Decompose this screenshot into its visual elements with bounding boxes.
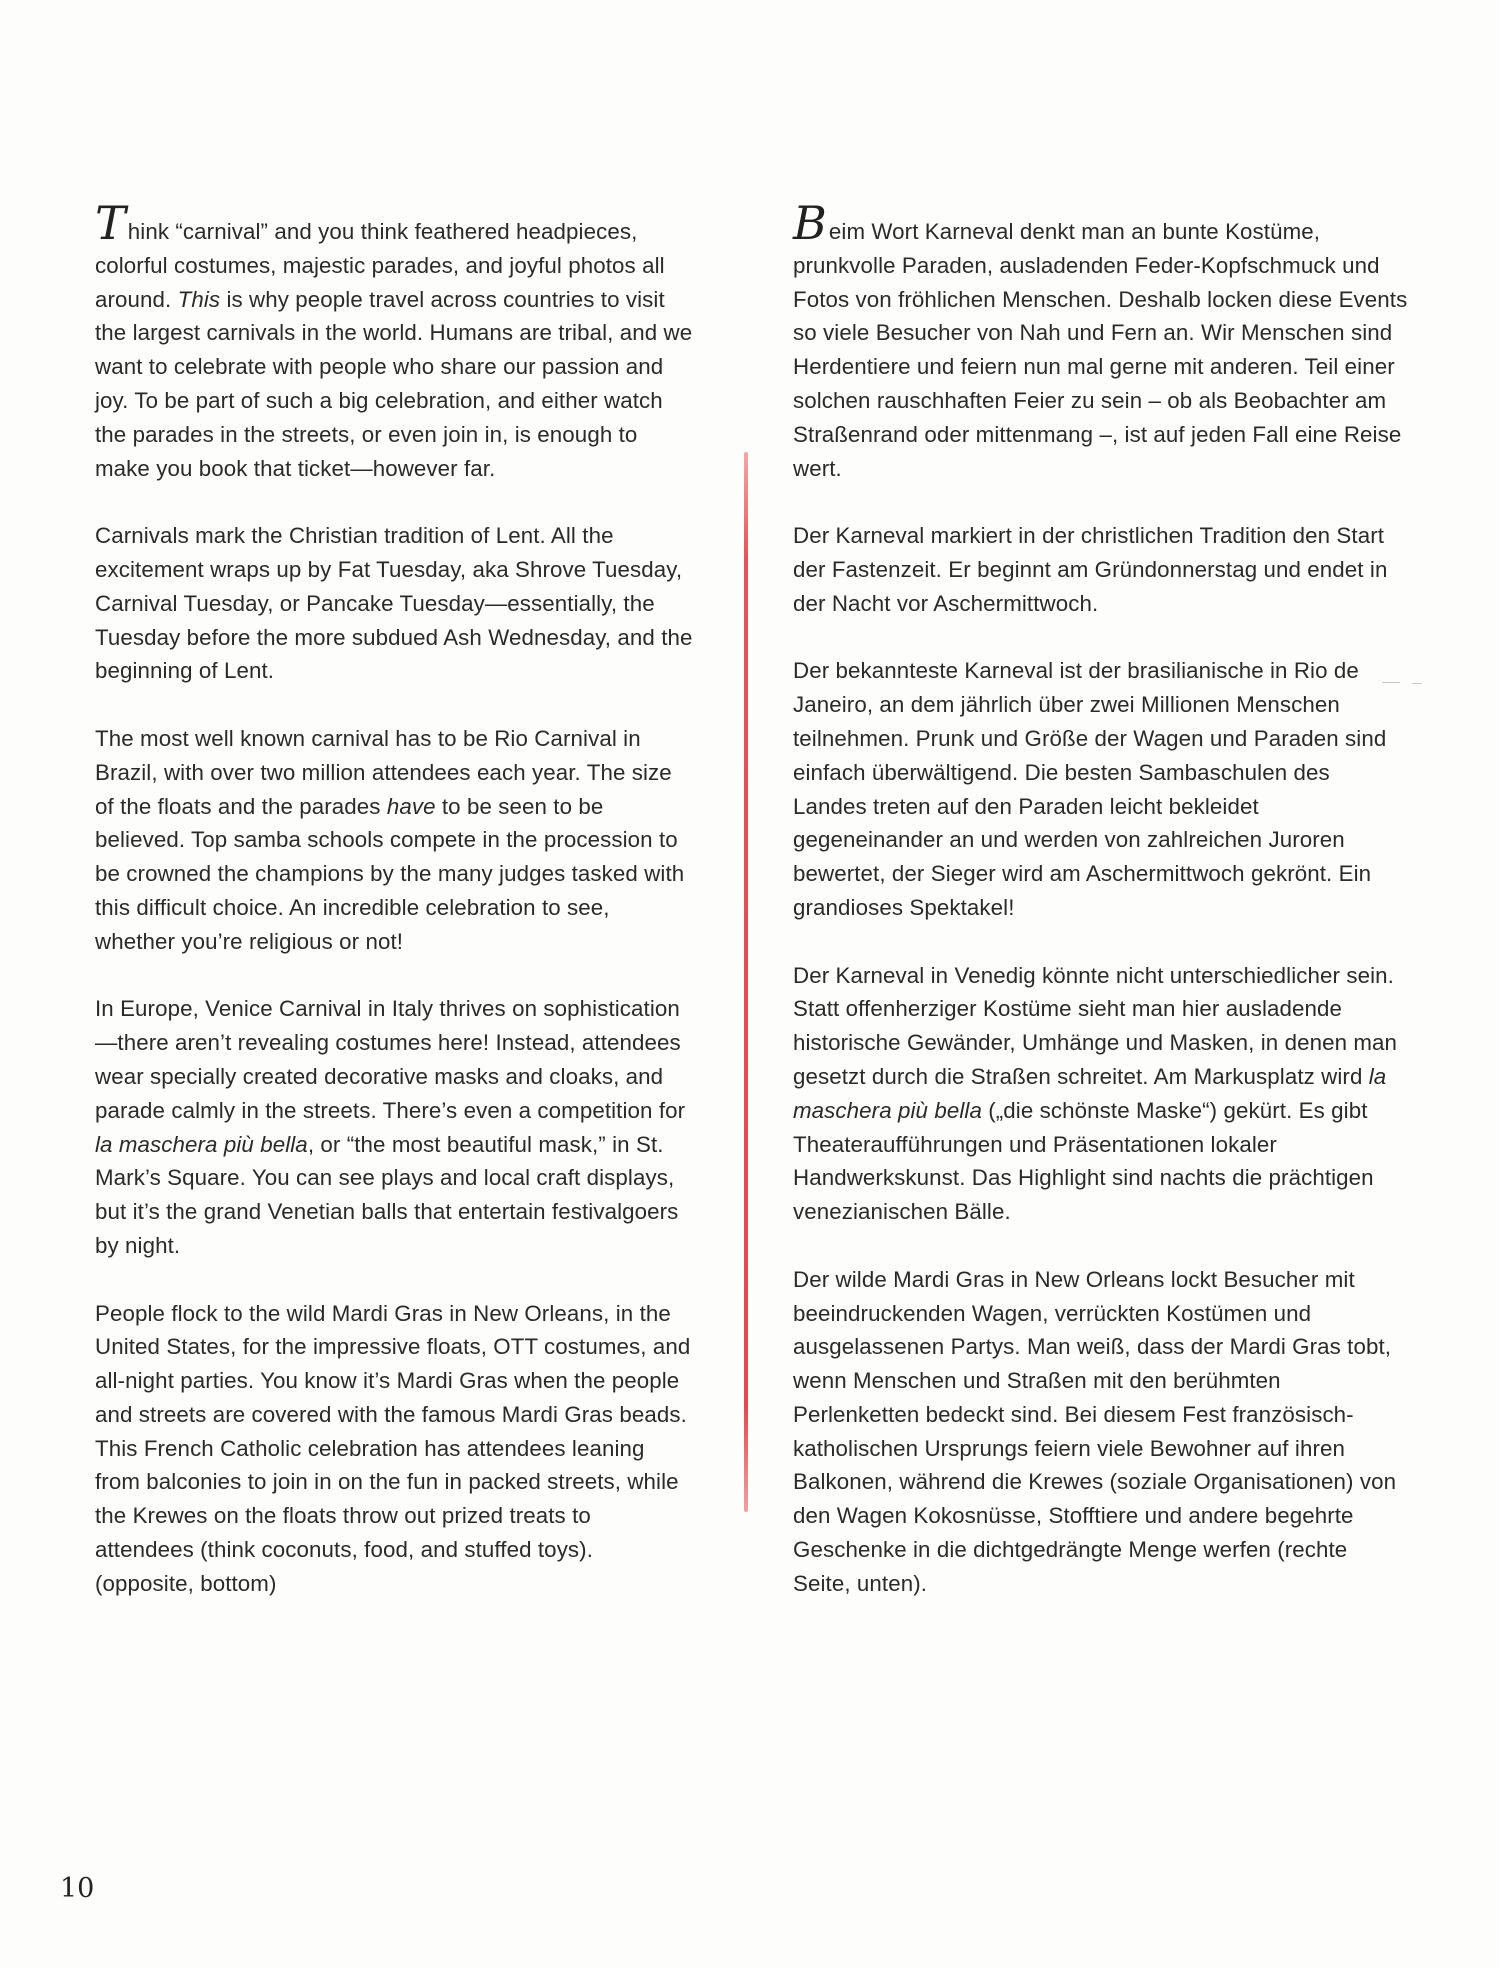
german-paragraph-1: Beim Wort Karneval denkt man an bunte Kostüme, prunkvolle Paraden, ausladenden Feder-Kopfschmuck und Fotos von fröhlichen Menschen. Deshalb locken diese Events so viele Besucher von Nah und Fern an. Wir Menschen sind Herdentiere und feiern nun mal gerne mit anderen. Teil einer solchen rauschhaften Feier zu sein – ob als Beobachter am Straßenrand oder mittenmang –, ist auf jeden Fall eine Reise wert. — [793, 196, 1408, 481]
german-paragraph-3: Der bekannteste Karneval ist der brasilianische in Rio de Janeiro, an dem jährlich über zwei Millionen Menschen teilnehmen. Prunk und Größe der Wagen und Paraden sind einfach überwältigend. Die besten Sambaschulen des Landes treten auf den Paraden leicht bekleidet gegeneinander an und werden von zahlreichen Juroren bewertet, der Sieger wird am Aschermittwoch gekrönt. Ein grandioses Spektakel! — [793, 658, 1387, 920]
german-paragraph-2: Der Karneval markiert in der christlichen Tradition den Start der Fastenzeit. Er beginnt am Gründonnerstag und endet in der Nacht vor Aschermittwoch. — [793, 523, 1388, 616]
english-dropcap: T — [95, 196, 126, 250]
german-dropcap: B — [793, 196, 827, 250]
scan-speck — [1412, 683, 1422, 684]
english-column — [95, 196, 695, 1634]
english-paragraph-3: The most well known carnival has to be Rio Carnival in Brazil, with over two million attendees each year. The size of the floats and the parades have to be seen to be believed. Top samba schools compete in the procession to be crowned the champions by the many judges tasked with this difficult choice. An incredible celebration to see, whether you’re religious or not! — [95, 725, 685, 954]
english-paragraph-2: Carnivals mark the Christian tradition of Lent. All the excitement wraps up by Fat Tuesday, aka Shrove Tuesday, Carnival Tuesday, or Pancake Tuesday—essentially, the Tuesday before the more subdued Ash Wednesday, and the beginning of Lent. — [95, 523, 693, 684]
english-paragraph-4: In Europe, Venice Carnival in Italy thrives on sophistication—there aren’t revealing costumes here! Instead, attendees wear specially created decorative masks and cloaks, and parade calmly in the streets. There’s even a competition for la maschera più bella, or “the most beautiful mask,” in St. Mark’s Square. You can see plays and local craft displays, but it’s the grand Venetian balls that entertain festivalgoers by night. — [95, 996, 686, 1258]
german-column — [793, 196, 1408, 1634]
german-paragraph-4: Der Karneval in Venedig könnte nicht unterschiedlicher sein. Statt offenherziger Kostüme sieht man hier ausladende historische Gewänder, Umhänge und Masken, in denen man gesetzt durch die Straßen schreitet. Am Markusplatz wird la maschera più bella („die schönste Maske“) gekürt. Es gibt Theateraufführungen und Präsentationen lokaler Handwerkskunst. Das Highlight sind nachts die prächtigen venezianischen Bälle. — [793, 962, 1398, 1225]
german-paragraph-5: Der wilde Mardi Gras in New Orleans lockt Besucher mit beeindruckenden Wagen, verrückten Kostümen und ausgelassenen Partys. Man weiß, dass der Mardi Gras tobt, wenn Menschen und Straßen mit den berühmten Perlenketten bedeckt sind. Bei diesem Fest französisch-katholischen Ursprungs feiern viele Bewohner auf ihren Balkonen, während die Krewes (soziale Organisationen) von den Wagen Kokosnüsse, Stofftiere und andere begehrte Geschenke in die dichtgedrängte Menge werfen (rechte Seite, unten). — [793, 1266, 1397, 1596]
english-paragraph-1: Think “carnival” and you think feathered headpieces, colorful costumes, majestic parades, and joyful photos all around. This is why people travel across countries to visit the largest carnivals in the world. Humans are tribal, and we want to celebrate with people who share our passion and joy. To be part of such a big celebration, and either watch the parades in the streets, or even join in, is enough to make you book that ticket—however far. — [95, 196, 693, 481]
scan-speck — [1382, 682, 1400, 683]
column-divider — [744, 452, 748, 1512]
english-paragraph-5: People flock to the wild Mardi Gras in New Orleans, in the United States, for the impressive floats, OTT costumes, and all-night parties. You know it’s Mardi Gras when the people and streets are covered with the famous Mardi Gras beads. This French Catholic celebration has attendees leaning from balconies to join in on the fun in packed streets, while the Krewes on the floats throw out prized treats to attendees (think coconuts, food, and stuffed toys). (opposite, bottom) — [95, 1300, 691, 1596]
page-number: 10 — [60, 1873, 95, 1904]
